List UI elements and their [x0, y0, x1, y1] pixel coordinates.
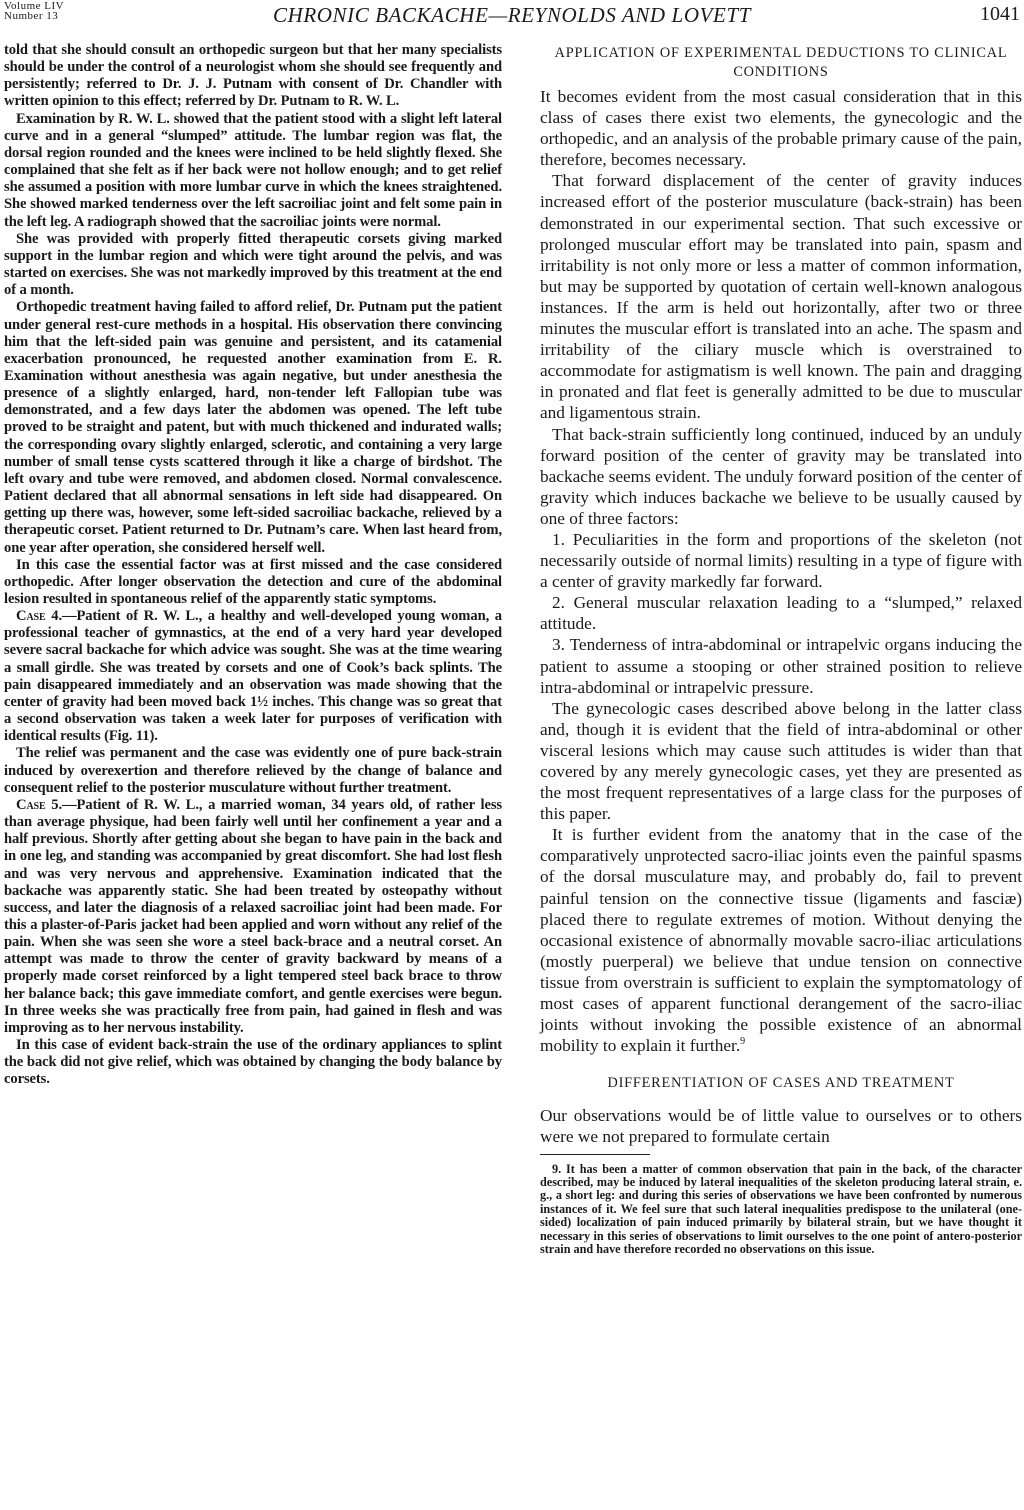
number-label: Number 13 — [4, 10, 59, 22]
paragraph: She was provided with properly fitted therapeutic corsets giving marked support in the lumbar region and which were tight around the pelvis, and was started on exercises. She was not markedly improved by this treatment at the end of a month. — [4, 230, 502, 299]
paragraph: It becomes evident from the most casual consideration that in this class of cases there exist two elements, the gynecologic and the orthopedic, and an analysis of the probable primary cause of the pain, therefore, becomes necessary. — [540, 87, 1022, 170]
paragraph: That back-strain sufficiently long continued, induced by an unduly forward position of the center of gravity may be translated into backache seems evident. The unduly forward position of the center of gravity which induces backache we believe to be usually caused by one of three factors: — [540, 424, 1022, 528]
paragraph: told that she should consult an orthopedic surgeon but that her many specialists should be under the control of a neurologist whom she should see frequently and persistently; referred to Dr. J. J. Putnam with consent of Dr. Chandler with written opinion to this effect; referred by Dr. Putnam to R. W. L. — [4, 42, 502, 110]
footnote — [540, 1163, 1022, 1257]
case-label: Case 5. — [16, 796, 63, 813]
paragraph: Examination by R. W. L. showed that the patient stood with a slight left lateral curve and in a general “slumped” attitude. The lumbar region was flat, the dorsal region rounded and the knees were inclined to be held slightly flexed. She complained that she felt as if her back were not hollow enough; and to get relief she assumed a position with more lumbar curve in which the knees straightened. She showed marked tenderness over the left sacroiliac joint and felt some pain in the left leg. A radiograph showed that the sacroiliac joints were normal. — [4, 110, 502, 230]
case-text: —Patient of R. W. L., a married woman, 34 years old, of rather less than average physique, had been fairly well until her confinement a year and a half previous. Shortly after getting about she began to have pain in the back and in one leg, and standing was accompanied by great discomfort. She had lost flesh and was very nervous and apprehensive. Examination indicated that the backache was apparently static. She had been treated by osteopathy without success, and later the diagnosis of a relaxed sacroiliac joint had been made. For this a plaster-of-Paris jacket had been applied and worn without any relief of the pain. When she was seen she wore a steel back-brace and a neutral corset. An attempt was made to throw the center of gravity backward by means of a properly made corset reinforced by a light tempered steel back brace to throw her balance back; this gave immediate comfort, and gentle exercises were begun. In three weeks she was practically free from pain, had gained in flesh and was improving as to her nervous instability. — [4, 796, 502, 1036]
volume-label: Volume LIV — [4, 0, 65, 12]
paragraph: The gynecologic cases described above belong in the latter class and, though it is evident that the field of intra-abdominal or other visceral lesions which may cause such attitudes is wider than that covered by any merely gynecologic cases, yet they are presented as the most frequent representatives of a large class for the purposes of this paper. — [540, 698, 1022, 824]
case-paragraph — [4, 797, 502, 1037]
right-column — [540, 44, 1022, 1256]
paragraph: That forward displacement of the center of gravity induces increased effort of the posterior musculature (back-strain) has been demonstrated in our experimental section. That such excessive or prolonged muscular effort may be translated into pain, spasm and irritability is not only more or less a matter of common information, but may be supported by quotation of certain well-known analogous instances. If the arm is held out horizontally, after two or three minutes the muscular effort is translated into an ache. The spasm and irritability of the ciliary muscle which is overstrained to accommodate for astigmatism is well known. The pain and dragging in pronated and flat feet is generally admitted to be due to muscular and ligamentous strain. — [540, 171, 1022, 423]
running-title: CHRONIC BACKACHE—REYNOLDS AND LOVETT — [272, 3, 752, 27]
section-heading: DIFFERENTIATION OF CASES AND TREATMENT — [607, 1075, 955, 1092]
paragraph-text: It is further evident from the anatomy that in the case of the comparatively unprotected sacro-iliac joints even the painful spasms of the dorsal musculature may, and probably do, fail to prevent painful tension on the connective tissue (ligaments and fasciæ) placed there to regulate extremes of motion. Without denying the occasional existence of abnormally movable sacro-iliac articulations (mostly puerperal) we believe that undue tension on connective tissue from overstrain is sufficient to explain the symptomatology of most cases of apparent functional derangement of the sacro-iliac joints without invoking the possible existence of an abnormal mobility to explain it further. — [540, 825, 1022, 1056]
left-column — [4, 42, 502, 1089]
page-number: 1041 — [980, 3, 1020, 25]
footnote-divider — [540, 1154, 650, 1155]
case-label: Case 4. — [16, 608, 62, 625]
case-paragraph — [4, 608, 502, 745]
list-item: 2. General muscular relaxation leading to a “slumped,” relaxed attitude. — [540, 593, 1022, 634]
list-item: 3. Tenderness of intra-abdominal or intrapelvic organs inducing the patient to assume a stooping or other strained position to relieve intra-abdominal or intrapelvic pressure. — [540, 635, 1022, 697]
paragraph: In this case the essential factor was at first missed and the case considered orthopedic. After longer observation the detection and cure of the abdominal lesion resulted in spontaneous relief of the apparently static symptoms. — [4, 556, 502, 607]
paragraph: In this case of evident back-strain the use of the ordinary appliances to splint the back did not give relief, which was obtained by changing the body balance by corsets. — [4, 1037, 502, 1088]
paragraph: The relief was permanent and the case was evidently one of pure back-strain induced by overexertion and therefore relieved by the change of balance and consequent relief to the posterior musculature without further treatment. — [4, 745, 502, 796]
section-heading: APPLICATION OF EXPERIMENTAL DEDUCTIONS TO CLINICAL CONDITIONS — [554, 45, 1008, 80]
paragraph — [540, 824, 1022, 1056]
footnote-marker: 9 — [740, 1036, 746, 1048]
paragraph: Our observations would be of little value to ourselves or to others were we not prepared to formulate certain — [540, 1106, 1022, 1147]
case-text: —Patient of R. W. L., a healthy and well-developed young woman, a professional teacher of gymnastics, at the end of a very hard year developed severe sacral backache for which advice was sought. She was at the time wearing a small girdle. She was treated by corsets and one of Cook’s back splints. The pain disappeared immediately and an observation was made showing that the center of gravity had been moved back 1½ inches. This change was so great that a second observation was taken a week later for purposes of verification with identical results (Fig. 11). — [4, 608, 502, 745]
footnote-text: 9. It has been a matter of common observation that pain in the back, of the character described, may be induced by lateral inequalities of the skeleton producing lateral strain, e. g., a short leg: and during this series of observations we have been confronted by numerous instances of it. We feel sure that such lateral inequalities predispose to the unilateral (one-sided) localization of pain induced primarily by bilateral strain, but we have thought it necessary in this series of observations to limit ourselves to the one point of antero-posterior strain and have therefore recorded no observations on this issue. — [540, 1161, 1022, 1256]
paragraph: Orthopedic treatment having failed to afford relief, Dr. Putnam put the patient under general rest-cure methods in a hospital. His observation there convincing him that the left-sided pain was genuine and persistent, and its catamenial exacerbation pronounced, he requested another examination from E. R. Examination without anesthesia was again negative, but under anesthesia the presence of a slightly enlarged, hard, non-tender left Fallopian tube was demonstrated, and a few days later the abdomen was opened. The left tube proved to be straight and patent, but with much thickened and indurated walls; the corresponding ovary slightly enlarged, sclerotic, and containing a very large number of small tense cysts scattered through it like a charge of birdshot. The left ovary and tube were removed, and abdomen closed. Normal convalescence. Patient declared that all abnormal sensations in left side had disappeared. On getting up there was, however, some left-sided sacroiliac backache, relieved by a therapeutic corset. Patient returned to Dr. Putnam’s care. When last heard from, one year after operation, she considered herself well. — [4, 299, 502, 556]
list-item: 1. Peculiarities in the form and proportions of the skeleton (not necessarily outside of normal limits) resulting in a type of figure with a center of gravity markedly far forward. — [540, 529, 1022, 592]
page-header — [0, 0, 1024, 34]
